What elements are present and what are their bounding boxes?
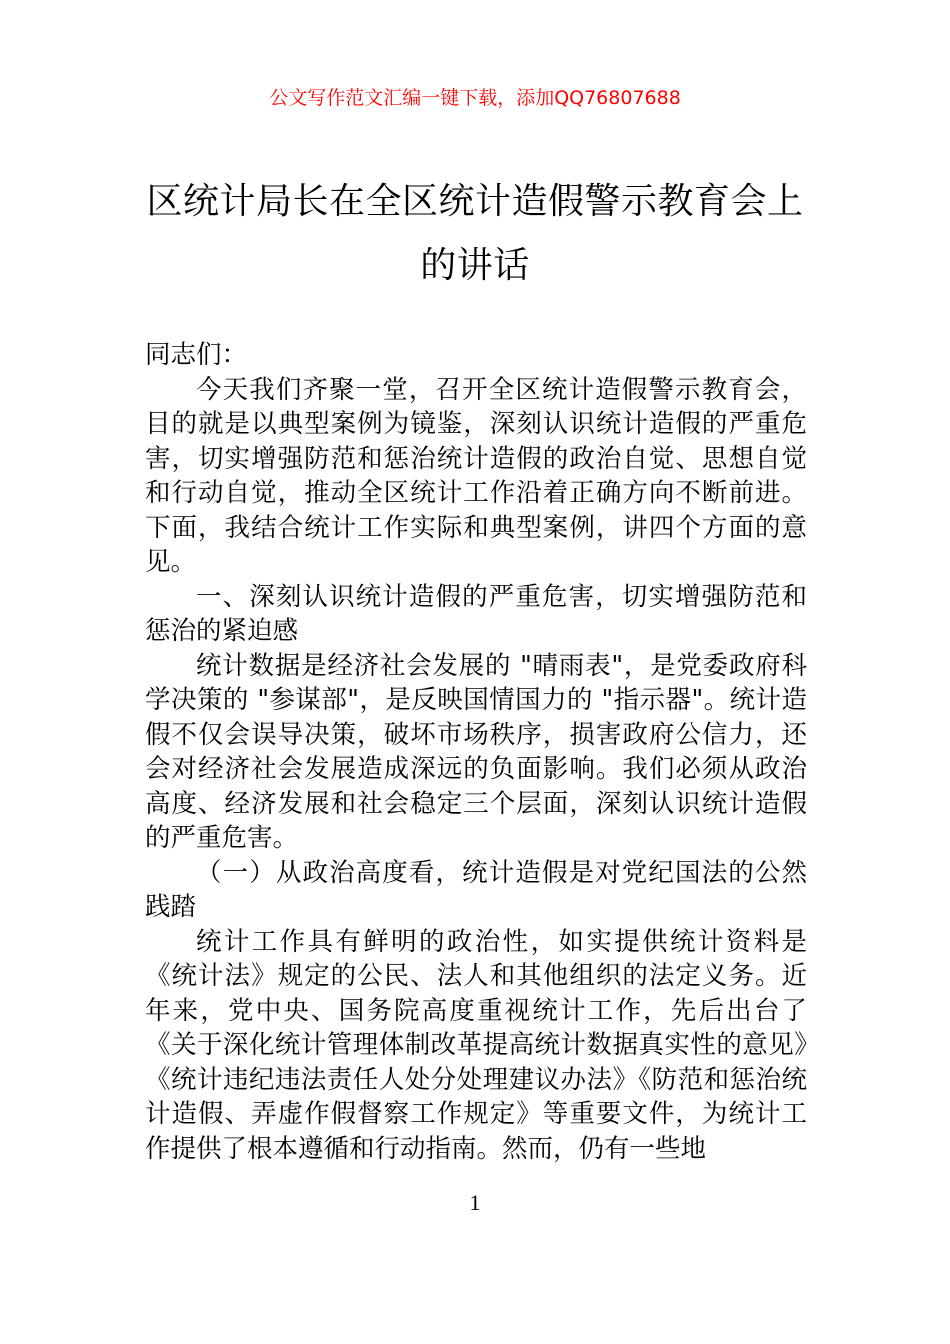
document-title xyxy=(140,170,810,298)
paragraph-statistics-role: 统计数据是经济社会发展的 "晴雨表"，是党委政府科学决策的 "参谋部"，是反映国情国力的 "指示器"。统计造假不仅会误导决策，破坏市场秩序，损害政府公信力，还会对经济社会发展造成深远的负面影响。我们必须从政治高度、经济发展和社会稳定三个层面，深刻认识统计造假的严重危害。 xyxy=(145,650,807,853)
title-line-2: 的讲话 xyxy=(420,245,530,286)
document-body xyxy=(145,338,807,1166)
title-line-1: 区统计局长在全区统计造假警示教育会上 xyxy=(146,181,804,222)
download-promo-note: 公文写作范文汇编一键下载，添加QQ76807688 xyxy=(269,87,681,109)
paragraph-intro: 今天我们齐聚一堂，召开全区统计造假警示教育会，目的就是以典型案例为镜鉴，深刻认识统计造假的严重危害，切实增强防范和惩治统计造假的政治自觉、思想自觉和行动自觉，推动全区统计工作沿着正确方向不断前进。下面，我结合统计工作实际和典型案例，讲四个方面的意见。 xyxy=(145,374,807,577)
page-number: 1 xyxy=(469,1190,481,1215)
paragraph-political-nature: 统计工作具有鲜明的政治性，如实提供统计资料是《统计法》规定的公民、法人和其他组织的法定义务。近年来，党中央、国务院高度重视统计工作，先后出台了《关于深化统计管理体制改革提高统计数据真实性的意见》《统计违纪违法责任人处分处理建议办法》《防范和惩治统计造假、弄虚作假督察工作规定》等重要文件，为统计工作提供了根本遵循和行动指南。然而，仍有一些地 xyxy=(145,926,807,1164)
subsection-heading-1: （一）从政治高度看，统计造假是对党纪国法的公然践踏 xyxy=(145,857,807,922)
section-heading-1: 一、深刻认识统计造假的严重危害，切实增强防范和惩治的紧迫感 xyxy=(145,581,807,646)
salutation: 同志们： xyxy=(145,340,248,370)
